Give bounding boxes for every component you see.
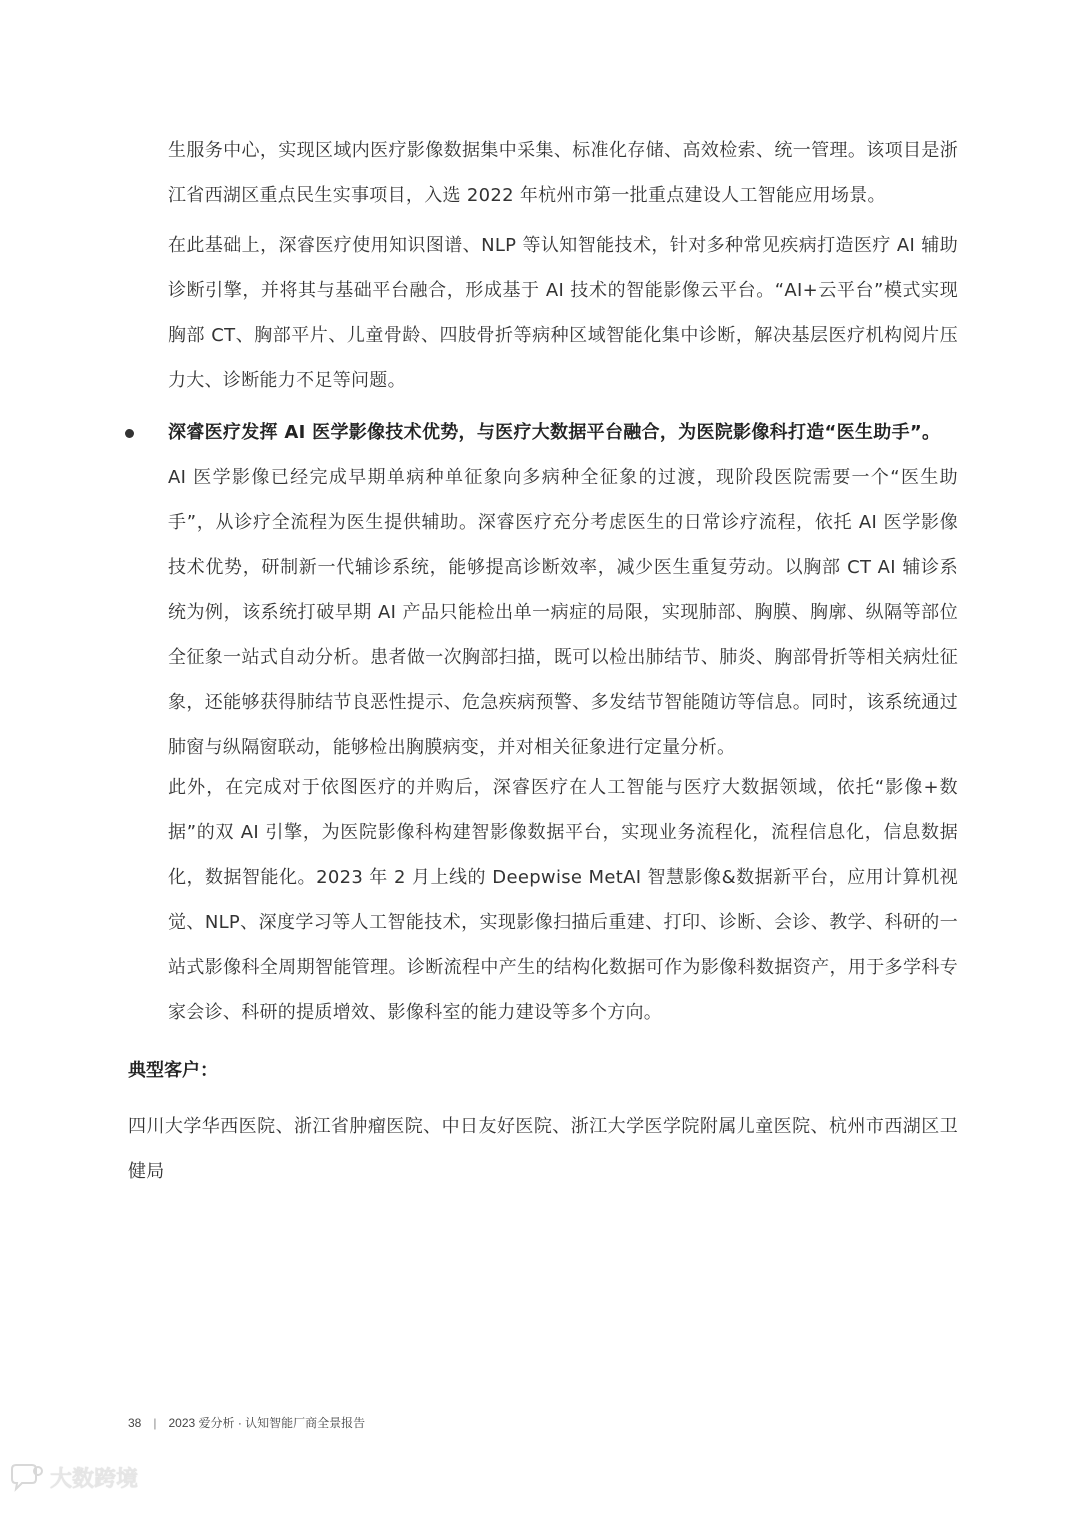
paragraph-regional-imaging-center: 生服务中心，实现区域内医疗影像数据集中采集、标准化存储、高效检索、统一管理。该项目是浙江省西湖区重点民生实事项目，入选 2022 年杭州市第一批重点建设人工智能应用场景。 [168,140,958,206]
typical-customers-heading: 典型客户： [128,1060,218,1081]
paragraph-ai-cloud-platform: 在此基础上，深睿医疗使用知识图谱、NLP 等认知智能技术，针对多种常见疾病打造医疗 AI 辅助诊断引擎，并将其与基础平台融合，形成基于 AI 技术的智能影像云平台。“AI+云平台”模式实现胸部 CT、胸部平片、儿童骨龄、四肢骨折等病种区域智能化集中诊断，解决基层医疗机构阅片压力大、诊断能力不足等问题。 [168,235,958,391]
bullet-item-doctor-assistant [168,410,958,770]
footer-separator: | [153,1415,157,1430]
watermark-text: 大数跨境 [50,1467,139,1492]
bullet-body: AI 医学影像已经完成早期单病种单征象向多病种全征象的过渡，现阶段医院需要一个“医生助手”，从诊疗全流程为医生提供辅助。深睿医疗充分考虑医生的日常诊疗流程，依托 AI 医学影像技术优势，研制新一代辅诊系统，能够提高诊断效率，减少医生重复劳动。以胸部 CT AI 辅诊系统为例，该系统打破早期 AI 产品只能检出单一病症的局限，实现肺部、胸膜、胸廓、纵隔等部位全征象一站式自动分析。患者做一次胸部扫描，既可以检出肺结节、肺炎、胸部骨折等相关病灶征象，还能够获得肺结节良恶性提示、危急疾病预警、多发结节智能随访等信息。同时，该系统通过肺窗与纵隔窗联动，能够检出胸膜病变，并对相关征象进行定量分析。 [168,467,958,758]
chat-bubble-icon [8,1463,44,1493]
watermark [8,1462,138,1493]
report-title: 2023 爱分析 · 认知智能厂商全景报告 [168,1416,366,1430]
typical-customers-list: 四川大学华西医院、浙江省肿瘤医院、中日友好医院、浙江大学医学院附属儿童医院、杭州市西湖区卫健局 [128,1116,958,1182]
bullet-title: 深睿医疗发挥 AI 医学影像技术优势，与医疗大数据平台融合，为医院影像科打造“医生助手”。 [168,422,941,443]
bullet-dot [125,429,134,438]
page-footer [128,1414,365,1431]
paragraph-metai-platform: 此外，在完成对于依图医疗的并购后，深睿医疗在人工智能与医疗大数据领域，依托“影像+数据”的双 AI 引擎，为医院影像科构建智影像数据平台，实现业务流程化，流程信息化，信息数据化，数据智能化。2023 年 2 月上线的 Deepwise MetAI 智慧影像&数据新平台，应用计算机视觉、NLP、深度学习等人工智能技术，实现影像扫描后重建、打印、诊断、会诊、教学、科研的一站式影像科全周期智能管理。诊断流程中产生的结构化数据可作为影像科数据资产，用于多学科专家会诊、科研的提质增效、影像科室的能力建设等多个方向。 [168,777,958,1023]
page-number: 38 [128,1415,142,1430]
